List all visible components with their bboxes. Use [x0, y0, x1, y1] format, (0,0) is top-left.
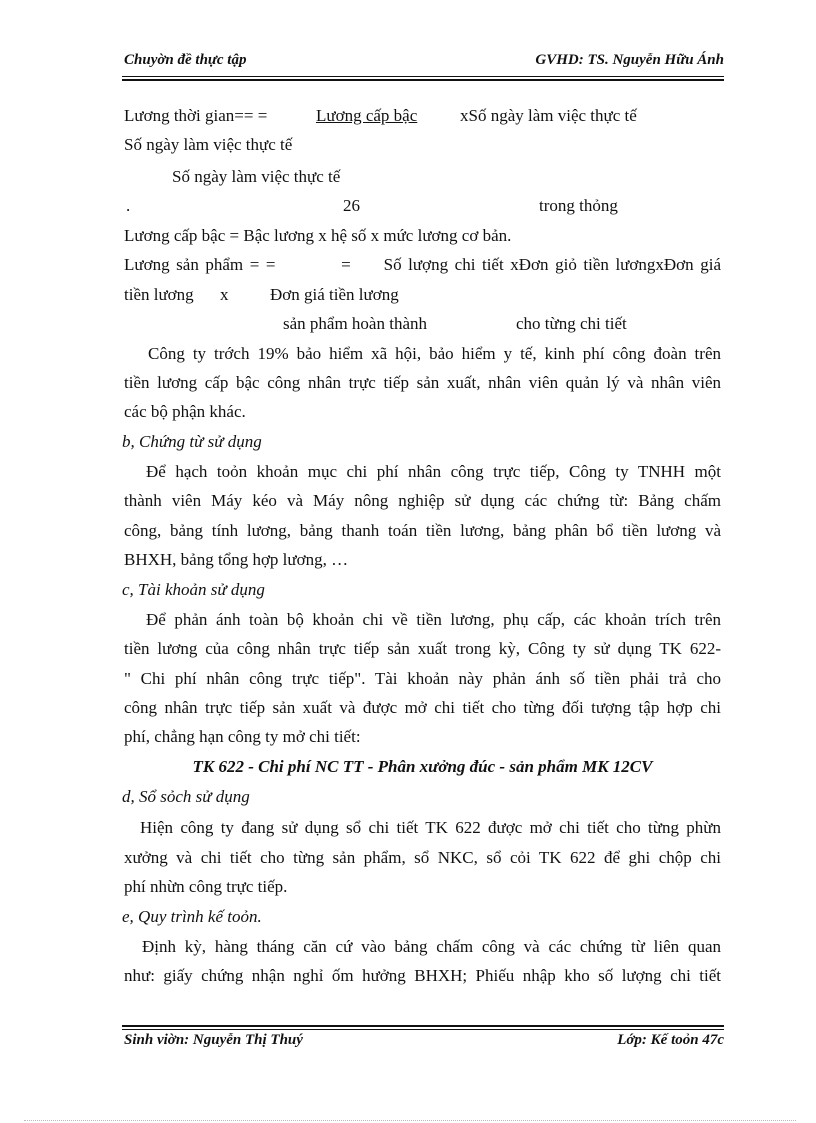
footer-class: Lớp: Kế toỏn 47c: [617, 1032, 724, 1048]
para3-line1: Để phản ánh toàn bộ khoản chi về tiền lương, phụ cấp, các khoản trích trên: [146, 610, 721, 629]
heading-b: b, Chứng từ sử dụng: [122, 432, 262, 451]
formula-grade-wage: Lương cấp bậc = Bậc lương x hệ số x mức lương cơ bản.: [124, 226, 512, 245]
header-rule-thick: [122, 79, 724, 81]
formula-piece-wage-line1: Lương sản phẩm = = = Số lượng chi tiết xĐơn giỏ tiền lươngxĐơn giá: [124, 255, 721, 274]
formula-dot: .: [126, 196, 131, 215]
para2-line1: Để hạch toỏn khoản mục chi phí nhân công trực tiếp, Công ty TNHH một: [146, 462, 721, 481]
formula-in-month: trong thỏng: [539, 196, 618, 215]
formula-time-wage-line2: Số ngày làm việc thực tế: [124, 135, 293, 154]
account-title: TK 622 - Chi phí NC TT - Phân xưởng đúc - sản phẩm MK 12CV: [192, 757, 653, 776]
footer-rule-thick: [122, 1025, 724, 1027]
formula-time-wage-numerator: Lương cấp bậc: [316, 106, 418, 125]
page-bottom-dotted-line: [24, 1120, 796, 1121]
para4-line2: xưởng và chi tiết cho từng sản phẩm, sổ NKC, sổ cỏi TK 622 để ghi chộp chi: [124, 848, 721, 867]
formula-time-wage-multiplier: xSố ngày làm việc thực tế: [460, 106, 637, 125]
para5-line1: Định kỳ, hàng tháng căn cứ vào bảng chấm công và các chứng từ liên quan: [142, 937, 721, 956]
para2-line2: thành viên Máy kéo và Máy nông nghiệp sử dụng các chứng từ: Bảng chấm: [124, 491, 721, 510]
header-supervisor: GVHD: TS. Nguyễn Hữu Ánh: [535, 52, 724, 68]
formula-days-26: 26: [343, 196, 360, 215]
footer-rule-thin: [122, 1029, 724, 1030]
header-title: Chuyờn đề thực tập: [124, 52, 247, 68]
para1-line2: tiền lương cấp bậc công nhân trực tiếp sản xuất, nhân viên quản lý và nhân viên: [124, 373, 721, 392]
para1-line1: Công ty trớch 19% bảo hiểm xã hội, bảo hiểm y tế, kinh phí công đoàn trên: [148, 344, 721, 363]
para4-line3: phí nhừn công trực tiếp.: [124, 877, 288, 896]
formula-piece-wage-line3b: cho từng chi tiết: [516, 314, 627, 333]
formula-piece-wage-line2a: tiền lương: [124, 285, 194, 304]
heading-c: c, Tài khoản sử dụng: [122, 580, 265, 599]
formula-time-wage-line3: Số ngày làm việc thực tế: [172, 167, 341, 186]
footer-student: Sinh viờn: Nguyễn Thị Thuý: [124, 1032, 303, 1048]
para3-line3: " Chi phí nhân công trực tiếp". Tài khoản này phản ánh số tiền phải trả cho: [124, 669, 721, 688]
para5-line2: như: giấy chứng nhận nghỉ ốm hưởng BHXH; Phiếu nhập kho số lượng chi tiết: [124, 966, 721, 985]
header-rule-thin: [122, 76, 724, 77]
formula-piece-wage-line2b: x: [220, 285, 229, 304]
para3-line4: công nhân trực tiếp sản xuất và được mở chi tiết cho từng đối tượng tập hợp chi: [124, 698, 721, 717]
para2-line3: công, bảng tính lương, bảng thanh toán tiền lương, bảng phân bổ tiền lương và: [124, 521, 721, 540]
para2-line4: BHXH, bảng tổng hợp lương, …: [124, 550, 349, 569]
formula-piece-wage-line3a: sản phẩm hoàn thành: [283, 314, 427, 333]
formula-piece-wage-line2c: Đơn giá tiền lương: [270, 285, 399, 304]
para3-line2: tiền lương của công nhân trực tiếp sản xuất trong kỳ, Công ty sử dụng TK 622-: [124, 639, 721, 658]
para3-line5: phí, chẳng hạn công ty mở chi tiết:: [124, 727, 361, 746]
para1-line3: các bộ phận khác.: [124, 402, 246, 421]
formula-time-wage-lhs: Lương thời gian== =: [124, 106, 268, 125]
heading-d: d, Sổ sỏch sử dụng: [122, 787, 250, 806]
heading-e: e, Quy trình kế toỏn.: [122, 907, 262, 926]
para4-line1: Hiện công ty đang sử dụng sổ chi tiết TK 622 được mở chi tiết cho từng phừn: [140, 818, 721, 837]
